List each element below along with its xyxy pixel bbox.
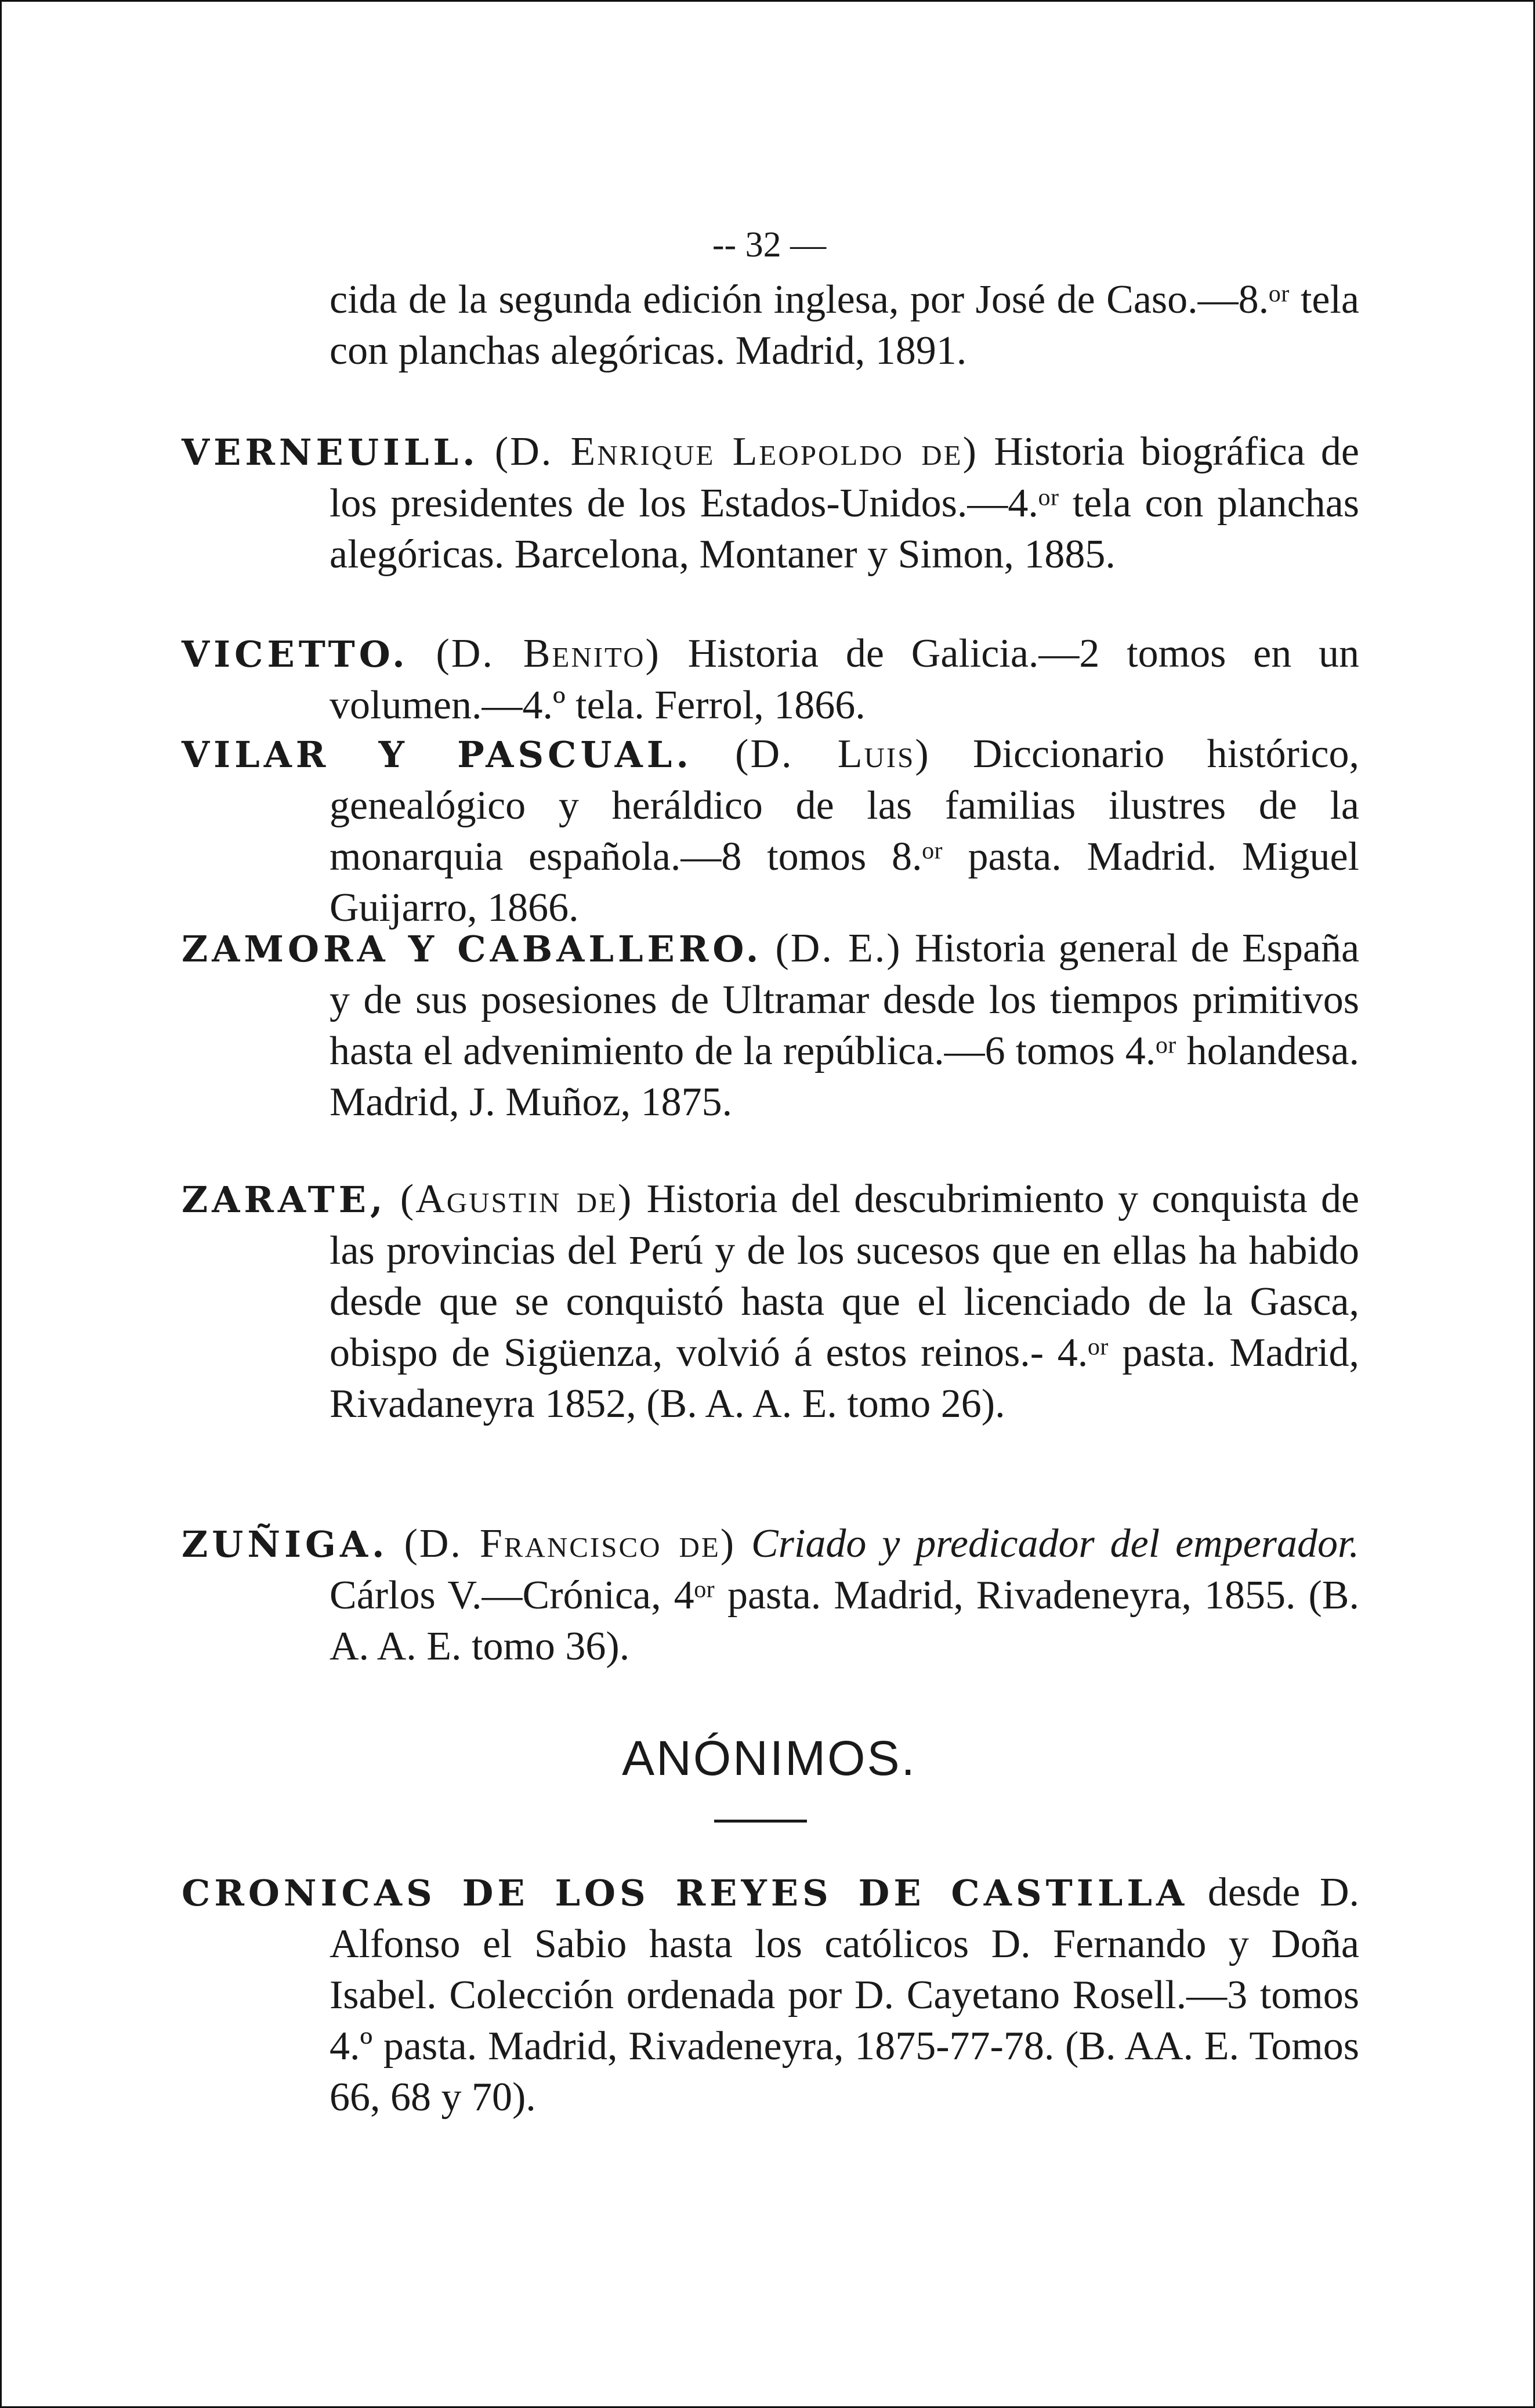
- entry-head: ZAMORA Y CABALLERO.: [182, 928, 763, 970]
- page-number: -- 32 —: [712, 225, 827, 265]
- entry-head: VILAR Y PASCUAL.: [182, 733, 693, 776]
- bibliography-entry: [182, 426, 1359, 580]
- entry-head: CRONICAS DE LOS REYES DE CASTILLA: [182, 1872, 1189, 1914]
- bibliography-entry: [182, 628, 1359, 731]
- section-title: ANÓNIMOS.: [622, 1731, 917, 1785]
- entry-head: ZARATE,: [182, 1178, 387, 1221]
- entry-title-italic: Criado y predicador del emperador.: [751, 1521, 1360, 1566]
- entry-text: Diccionario histórico, genealógico y heráldico de las familias ilustres de la monarquia española.—8 tomos 8.ᵒʳ pasta. Madrid. Miguel Guijarro, 1866.: [330, 732, 1360, 930]
- continuation-entry: [182, 274, 1359, 377]
- entry-text: Historia del descubrimiento y conquista de las provincias del Perú y de los sucesos que en ellas ha habido desde que se conquistó hasta que el licenciado de la Gasca, obispo de Sigüenza, volvió á estos reinos.- 4.ᵒʳ pasta. Madrid, Rivadaneyra 1852, (B. A. A. E. tomo 26).: [330, 1177, 1360, 1426]
- bibliography-entry: [182, 1174, 1359, 1430]
- entry-author: (D. Benito): [436, 631, 661, 676]
- bibliography-entry: [182, 923, 1359, 1128]
- entry-text: Historia biográfica de los presidentes de los Estados-Unidos.—4.ᵒʳ tela con planchas alegóricas. Barcelona, Montaner y Simon, 1885.: [330, 429, 1359, 577]
- entry-head: VERNEUILL.: [182, 431, 479, 473]
- entry-author: (D. Francisco de): [404, 1521, 736, 1566]
- anonymous-entry: [182, 1867, 1359, 2123]
- entry-author: (D. Luis): [735, 732, 931, 776]
- entry-text: cida de la segunda edición inglesa, por José de Caso.—8.ᵒʳ tela con planchas alegóricas. Madrid, 1891.: [330, 277, 1359, 373]
- entry-text: Historia general de España y de sus posesiones de Ultramar desde los tiempos primitivos hasta el advenimiento de la república.—6 tomos 4.ᵒʳ holandesa. Madrid, J. Muñoz, 1875.: [330, 926, 1360, 1125]
- bibliography-entry: [182, 729, 1359, 934]
- section-rule: [714, 1820, 807, 1823]
- entry-author: (D. Enrique Leopoldo de): [494, 429, 978, 474]
- entry-text: Cárlos V.—Crónica, 4ᵒʳ pasta. Madrid, Rivadeneyra, 1855. (B. A. A. E. tomo 36).: [330, 1573, 1359, 1669]
- entry-text: desde D. Alfonso el Sabio hasta los católicos D. Fernando y Doña Isabel. Colección ordenada por D. Cayetano Rosell.—3 tomos 4.º pasta. Madrid, Rivadeneyra, 1875-77-78. (B. AA. E. Tomos 66, 68 y 70).: [330, 1870, 1360, 2120]
- entry-author: (Agustin de): [400, 1177, 633, 1221]
- bibliography-entry: [182, 1518, 1359, 1672]
- entry-head: ZUÑIGA.: [182, 1523, 389, 1565]
- entry-text: Historia de Galicia.—2 tomos en un volumen.—4.º tela. Ferrol, 1866.: [330, 631, 1360, 728]
- entry-author: (D. E.): [775, 926, 902, 971]
- entry-head: VICETTO.: [182, 633, 409, 675]
